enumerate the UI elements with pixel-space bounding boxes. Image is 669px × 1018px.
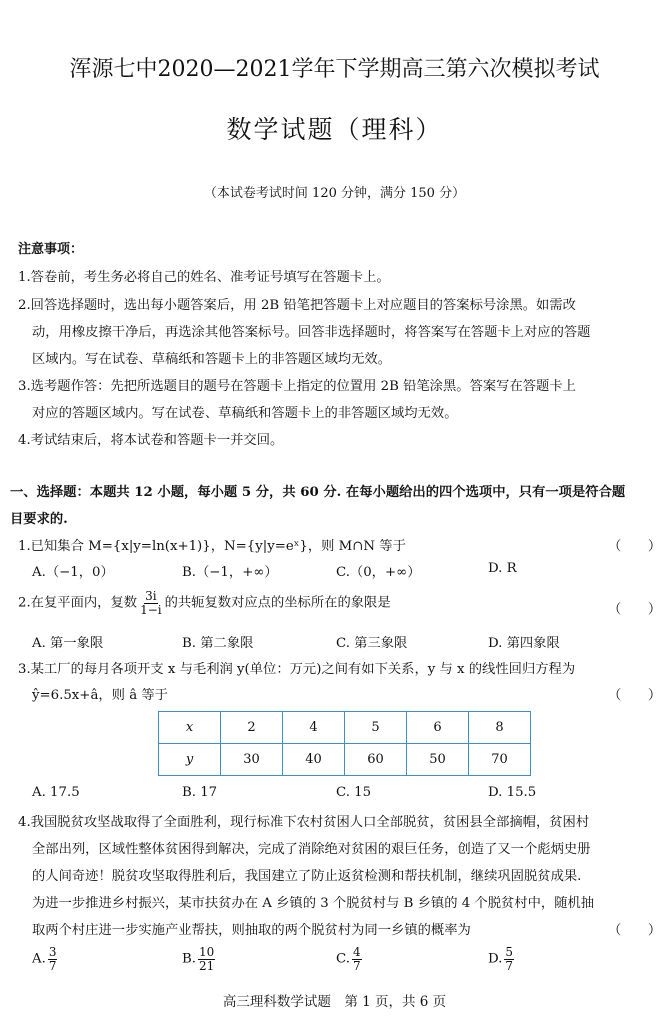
notice-line: 2.回答选择题时，选出每小题答案后，用 2B 铅笔把答题卡上对应题目的答案标号涂黑。如需改 (18, 298, 576, 313)
fraction-denominator: 1−i (140, 602, 162, 617)
option-c (336, 946, 364, 972)
option-a: A.（−1，0） (32, 565, 114, 580)
notice-line: 3.选考题作答：先把所选题目的题号在答题卡上指定的位置用 2B 铅笔涂黑。答案写在答题卡上 (18, 379, 576, 394)
option-b: B.（−1，+∞） (182, 565, 278, 580)
question-3-stem-cont: ŷ=6.5x+â，则 â 等于 (32, 688, 168, 703)
table-row (159, 744, 531, 776)
question-4-stem-cont: 为进一步推进乡村振兴，某市扶贫办在 A 乡镇的 3 个脱贫村与 B 乡镇的 4 个脱贫村中，随机抽 (32, 896, 595, 911)
fraction-numerator: 3 (48, 945, 57, 959)
option-label: D. (488, 951, 503, 967)
option-d (488, 946, 516, 972)
row-label (159, 744, 221, 776)
table-cell: 5 (345, 712, 407, 744)
option-a (32, 946, 59, 972)
data-table (158, 711, 531, 776)
fraction-numerator: 5 (505, 945, 514, 959)
row-label-text: x (185, 720, 194, 735)
option-c: C. 15 (336, 785, 372, 800)
notice-heading: 注意事项： (18, 242, 84, 257)
fraction-denominator: 7 (352, 958, 361, 973)
complex-fraction (139, 590, 163, 616)
table-cell: 6 (407, 712, 469, 744)
table-cell: 50 (407, 744, 469, 776)
table-row (159, 712, 531, 744)
option-d: D. 15.5 (488, 785, 537, 800)
table-cell: 2 (221, 712, 283, 744)
fraction-numerator: 4 (352, 945, 361, 959)
notice-line: 区域内。写在试卷、草稿纸和答题卡上的非答题区域均无效。 (32, 352, 392, 367)
answer-paren: （ ） (608, 688, 662, 703)
notice-line: 4.考试结束后，将本试卷和答题卡一并交回。 (18, 433, 284, 448)
exam-subtitle: 数学试题（理科） (226, 115, 443, 144)
question-2-text-after: 的共轭复数对应点的坐标所在的象限是 (164, 595, 391, 611)
option-c: C. 第三象限 (336, 636, 408, 651)
row-label (159, 712, 221, 744)
option-fraction (198, 946, 215, 972)
option-fraction (352, 946, 362, 972)
question-3-stem: 3.某工厂的每月各项开支 x 与毛利润 y(单位：万元)之间有如下关系，y 与 x 的线性回归方程为 (18, 662, 576, 677)
exam-time-note: （本试卷考试时间 120 分钟，满分 150 分） (203, 186, 466, 201)
table-cell: 60 (345, 744, 407, 776)
question-1-stem: 1.已知集合 M={x|y=ln(x+1)}，N={y|y=eˣ}，则 M∩N 等于 (18, 539, 406, 554)
question-2-stem (18, 590, 391, 616)
question-2-text: 2.在复平面内，复数 (18, 595, 138, 611)
fraction-denominator: 7 (505, 958, 514, 973)
table-cell: 4 (283, 712, 345, 744)
question-4-stem-cont: 取两个村庄进一步实施产业帮扶，则抽取的两个脱贫村为同一乡镇的概率为 (32, 923, 471, 938)
option-b (182, 946, 217, 972)
answer-paren: （ ） (608, 602, 662, 617)
option-fraction (48, 946, 58, 972)
section-heading-cont: 目要求的. (10, 512, 68, 527)
fraction-denominator: 21 (199, 958, 215, 973)
option-d: D. 第四象限 (488, 636, 560, 651)
row-label-text: y (185, 752, 194, 767)
answer-paren: （ ） (608, 923, 662, 938)
option-label: C. (336, 951, 350, 967)
fraction-numerator: 10 (199, 945, 215, 959)
exam-title: 浑源七中2020—2021学年下学期高三第六次模拟考试 (69, 57, 600, 82)
section-heading: 一、选择题：本题共 12 小题，每小题 5 分，共 60 分. 在每小题给出的四个选项中，只有一项是符合题 (10, 485, 626, 500)
fraction-numerator: 3i (145, 589, 157, 603)
option-label: A. (32, 951, 46, 967)
question-4-stem: 4.我国脱贫攻坚战取得了全面胜利，现行标准下农村贫困人口全部脱贫，贫困县全部摘帽，贫困村 (18, 815, 590, 830)
option-b: B. 17 (182, 785, 218, 800)
option-a: A. 第一象限 (32, 636, 104, 651)
option-fraction (504, 946, 514, 972)
option-b: B. 第二象限 (182, 636, 254, 651)
question-4-stem-cont: 全部出列，区域性整体贫困得到解决，完成了消除绝对贫困的艰巨任务，创造了又一个彪炳史册 (32, 842, 591, 857)
option-label: B. (182, 951, 196, 967)
notice-line: 对应的答题区域内。写在试卷、草稿纸和答题卡上的非答题区域均无效。 (32, 406, 458, 421)
page-footer: 高三理科数学试题 第 1 页，共 6 页 (222, 994, 447, 1010)
notice-line: 1.答卷前，考生务必将自己的姓名、准考证号填写在答题卡上。 (18, 270, 390, 285)
option-d: D. R (488, 561, 517, 576)
table-cell: 8 (469, 712, 531, 744)
option-c: C.（0，+∞） (336, 565, 421, 580)
fraction-denominator: 7 (48, 958, 57, 973)
notice-line: 动，用橡皮擦干净后，再选涂其他答案标号。回答非选择题时，将答案写在答题卡上对应的答题 (32, 325, 591, 340)
table-cell: 40 (283, 744, 345, 776)
option-a: A. 17.5 (32, 785, 80, 800)
table-cell: 30 (221, 744, 283, 776)
question-4-stem-cont: 的人间奇迹！脱贫攻坚取得胜利后，我国建立了防止返贫检测和帮扶机制，继续巩固脱贫成果. (32, 869, 582, 884)
table-cell: 70 (469, 744, 531, 776)
answer-paren: （ ） (608, 539, 662, 554)
